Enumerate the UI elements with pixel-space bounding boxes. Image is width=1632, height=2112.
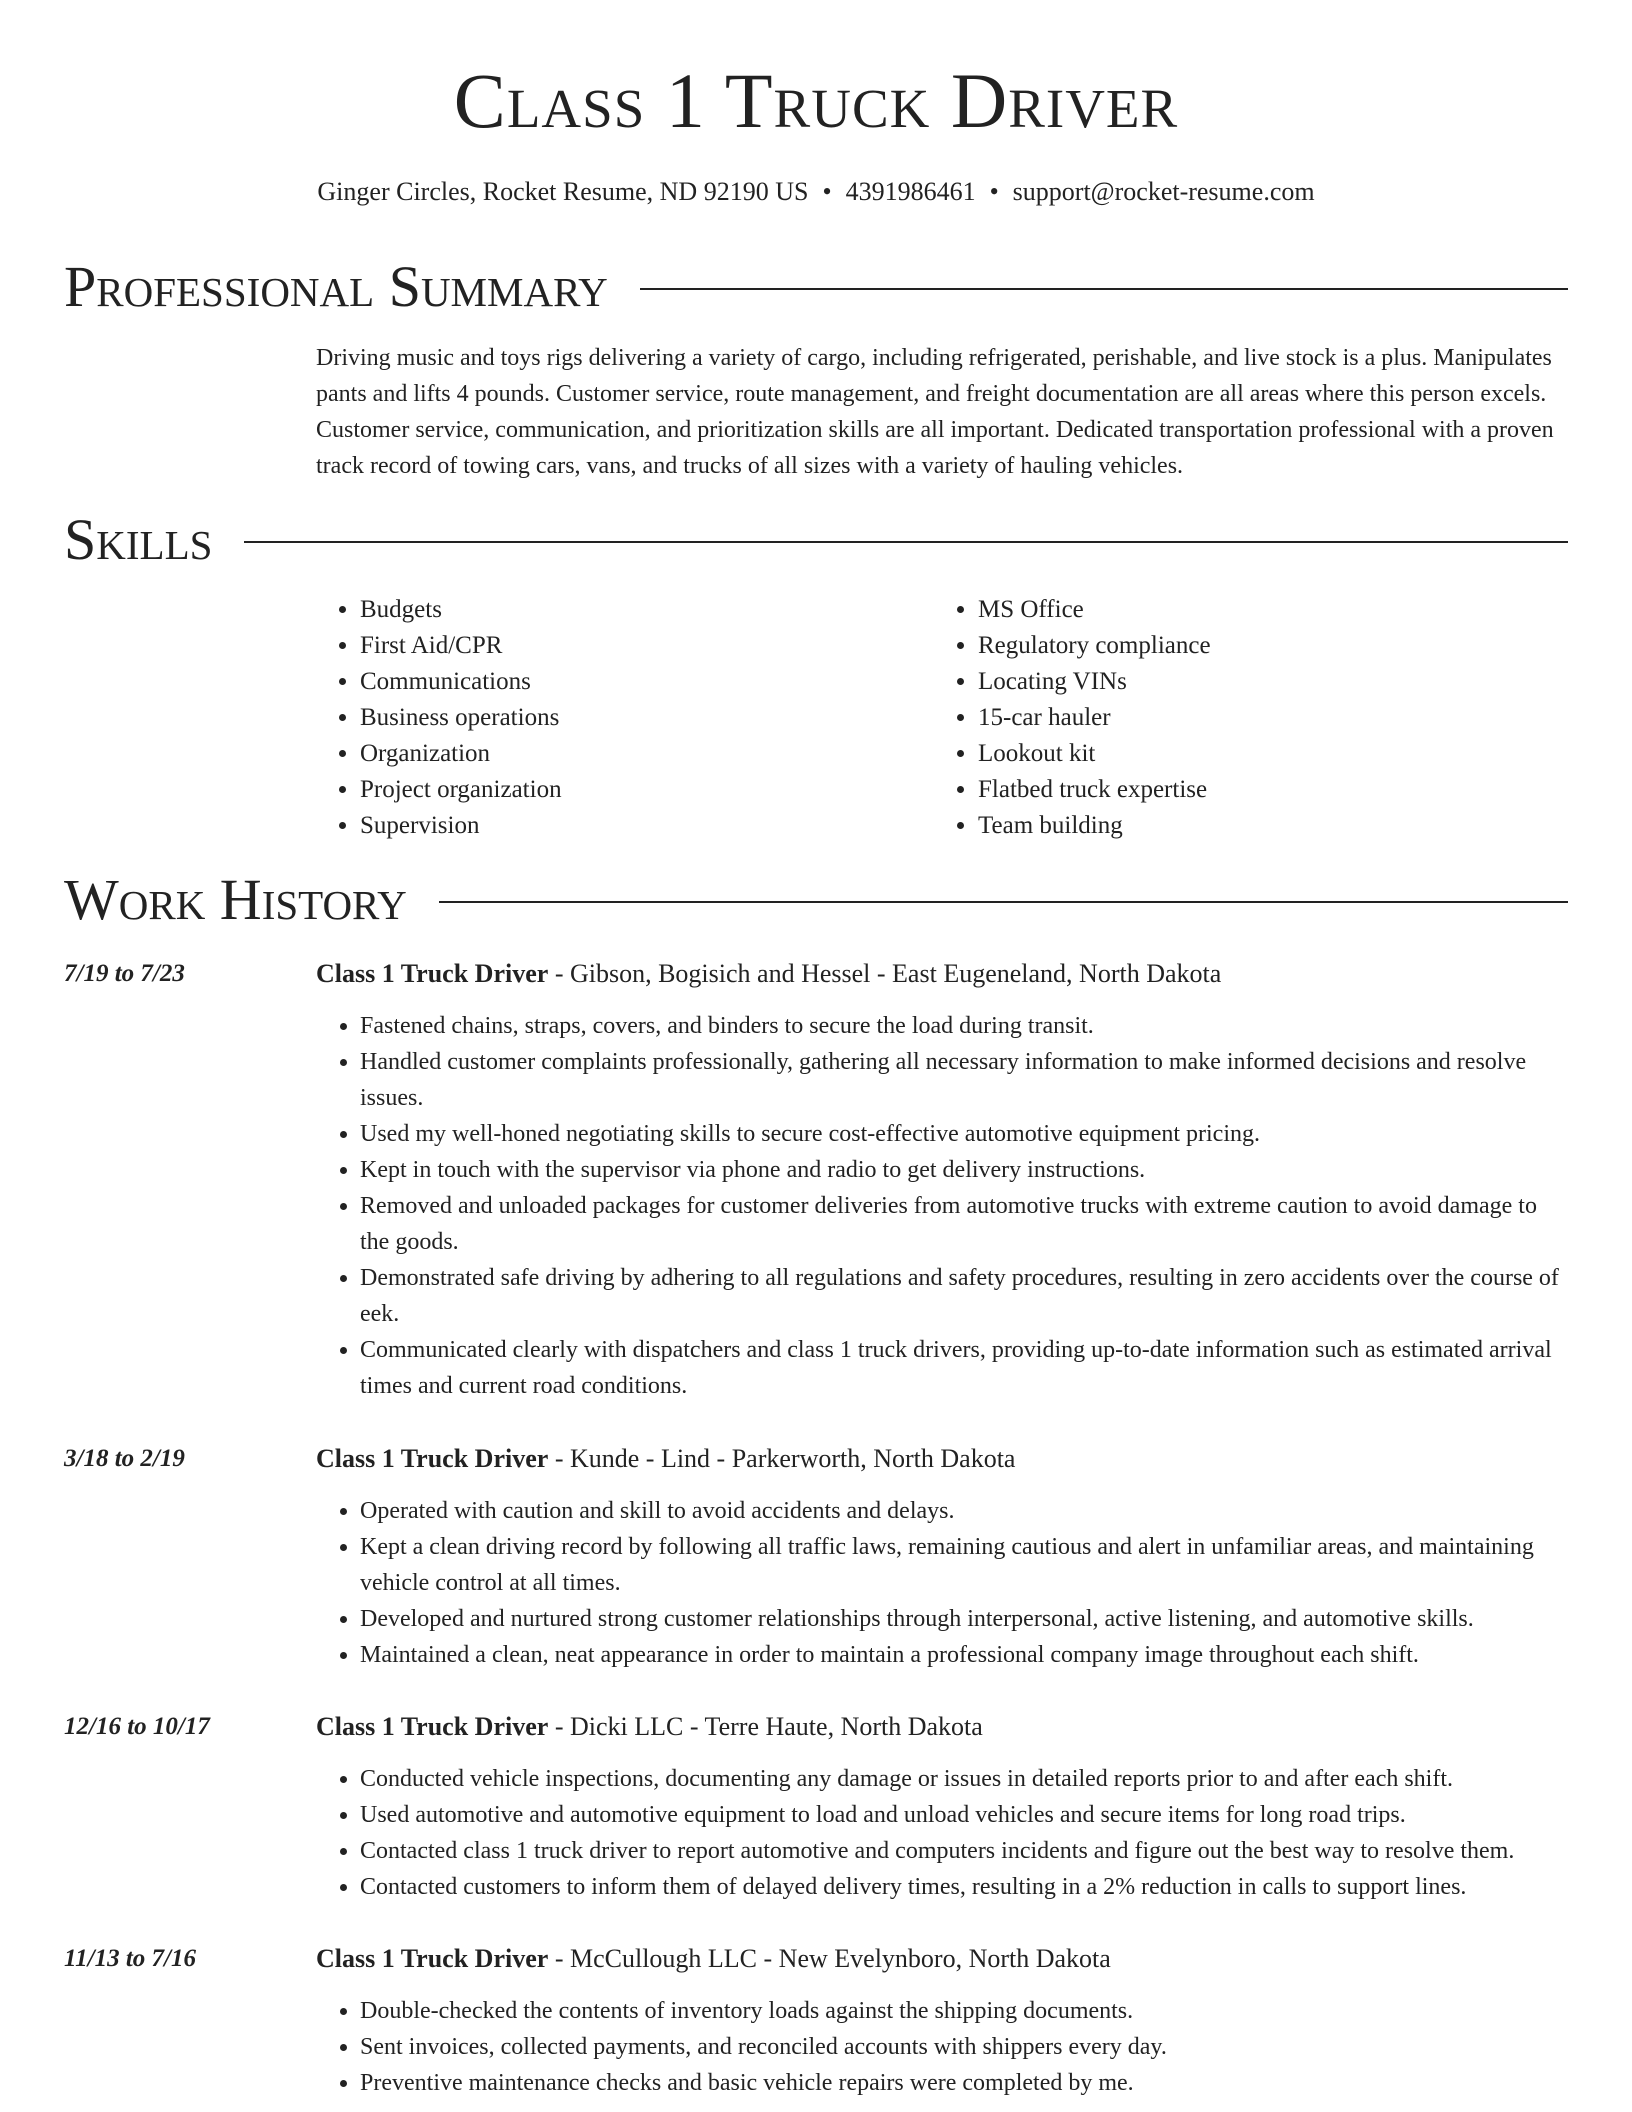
skill-item: • Locating VINs: [978, 664, 1568, 700]
job-duty-item: • Developed and nurtured strong customer relationships through interpersonal, active listening, and automotive skills.: [360, 1601, 1568, 1637]
summary-section-header: [64, 254, 1568, 319]
skills-heading: Skills: [64, 507, 213, 572]
job-duties: [316, 1761, 1568, 1905]
job-employer: - Dicki LLC - Terre Haute, North Dakota: [548, 1712, 983, 1741]
summary-text: Driving music and toys rigs delivering a variety of cargo, including refrigerated, perishable, and live stock is a plus. Manipulates pants and lifts 4 pounds. Customer service, route management, and freight documentation are all areas where this person excels. Customer service, communication, and prioritization skills are all important. Dedicated transportation professional with a proven track record of towing cars, vans, and trucks of all sizes with a variety of hauling vehicles.: [316, 345, 1554, 479]
job-heading: [316, 1441, 1015, 1477]
contact-phone: 4391986461: [845, 177, 976, 206]
skill-item: • 15-car hauler: [978, 700, 1568, 736]
contact-separator: •: [989, 177, 999, 206]
job-heading: [316, 1709, 983, 1745]
job-duty-item: • Removed and unloaded packages for customer deliveries from automotive trucks with extreme caution to avoid damage to the goods.: [360, 1188, 1568, 1260]
skill-item: • Organization: [360, 736, 934, 772]
skill-item: • Business operations: [360, 700, 934, 736]
skill-item: • First Aid/CPR: [360, 628, 934, 664]
skills-column-left: [316, 592, 934, 844]
job-duty-item: • Conducted vehicle inspections, documenting any damage or issues in detailed reports prior to and after each shift.: [360, 1761, 1568, 1797]
job-duties: [316, 1008, 1568, 1404]
skill-item: • Team building: [978, 808, 1568, 844]
job-duty-item: • Used automotive and automotive equipment to load and unload vehicles and secure items for long road trips.: [360, 1797, 1568, 1833]
contact-line: [0, 176, 1632, 207]
job-heading: [316, 956, 1221, 992]
skill-item: • Supervision: [360, 808, 934, 844]
job-dates: 12/16 to 10/17: [64, 1713, 210, 1740]
job-duty-item: • Kept in touch with the supervisor via phone and radio to get delivery instructions.: [360, 1152, 1568, 1188]
section-divider: [244, 541, 1568, 543]
skill-item: • MS Office: [978, 592, 1568, 628]
job-title: Class 1 Truck Driver: [316, 1944, 549, 1973]
resume-title: Class 1 Truck Driver: [453, 57, 1179, 144]
job-duty-item: • Communicated clearly with dispatchers and class 1 truck drivers, providing up-to-date information such as estimated arrival times and current road conditions.: [360, 1332, 1568, 1404]
job-title: Class 1 Truck Driver: [316, 1712, 549, 1741]
skill-item: • Project organization: [360, 772, 934, 808]
job-duty-item: • Contacted class 1 truck driver to report automotive and computers incidents and figure out the best way to resolve them.: [360, 1833, 1568, 1869]
job-heading: [316, 1941, 1111, 1977]
job-employer: - McCullough LLC - New Evelynboro, North Dakota: [548, 1944, 1111, 1973]
contact-address: Ginger Circles, Rocket Resume, ND 92190 US: [317, 177, 809, 206]
job-duty-item: • Maintained a clean, neat appearance in order to maintain a professional company image throughout each shift.: [360, 1637, 1568, 1673]
job-duties: [316, 1993, 1568, 2101]
section-divider: [640, 288, 1568, 290]
contact-email: support@rocket-resume.com: [1012, 177, 1315, 206]
job-title: Class 1 Truck Driver: [316, 959, 549, 988]
job-duty-item: • Demonstrated safe driving by adhering to all regulations and safety procedures, resulting in zero accidents over the course of eek.: [360, 1260, 1568, 1332]
job-duty-item: • Fastened chains, straps, covers, and binders to secure the load during transit.: [360, 1008, 1568, 1044]
job-duty-item: • Operated with caution and skill to avoid accidents and delays.: [360, 1493, 1568, 1529]
skill-item: • Regulatory compliance: [978, 628, 1568, 664]
contact-separator: •: [822, 177, 832, 206]
skill-item: • Budgets: [360, 592, 934, 628]
work-section-header: [64, 867, 1568, 932]
skills-column-right: [934, 592, 1568, 844]
skill-item: • Flatbed truck expertise: [978, 772, 1568, 808]
work-heading: Work History: [64, 867, 407, 932]
skill-item: • Lookout kit: [978, 736, 1568, 772]
job-duty-item: • Handled customer complaints professionally, gathering all necessary information to make informed decisions and resolve issues.: [360, 1044, 1568, 1116]
job-duty-item: • Contacted customers to inform them of delayed delivery times, resulting in a 2% reduction in calls to support lines.: [360, 1869, 1568, 1905]
job-duty-item: • Kept a clean driving record by following all traffic laws, remaining cautious and alert in unfamiliar areas, and maintaining vehicle control at all times.: [360, 1529, 1568, 1601]
job-dates: 3/18 to 2/19: [64, 1445, 185, 1472]
job-employer: - Gibson, Bogisich and Hessel - East Eugeneland, North Dakota: [548, 959, 1222, 988]
job-employer: - Kunde - Lind - Parkerworth, North Dakota: [548, 1444, 1016, 1473]
job-dates: 7/19 to 7/23: [64, 960, 185, 987]
job-title: Class 1 Truck Driver: [316, 1444, 549, 1473]
job-duties: [316, 1493, 1568, 1673]
section-divider: [439, 901, 1568, 903]
job-duty-item: • Preventive maintenance checks and basic vehicle repairs were completed by me.: [360, 2065, 1568, 2101]
job-duty-item: • Double-checked the contents of inventory loads against the shipping documents.: [360, 1993, 1568, 2029]
skill-item: • Communications: [360, 664, 934, 700]
job-duty-item: • Used my well-honed negotiating skills to secure cost-effective automotive equipment pricing.: [360, 1116, 1568, 1152]
job-dates: 11/13 to 7/16: [64, 1945, 196, 1972]
skills-list: [316, 592, 1568, 844]
job-duty-item: • Sent invoices, collected payments, and reconciled accounts with shippers every day.: [360, 2029, 1568, 2065]
summary-heading: Professional Summary: [64, 254, 608, 319]
skills-section-header: [64, 507, 1568, 572]
